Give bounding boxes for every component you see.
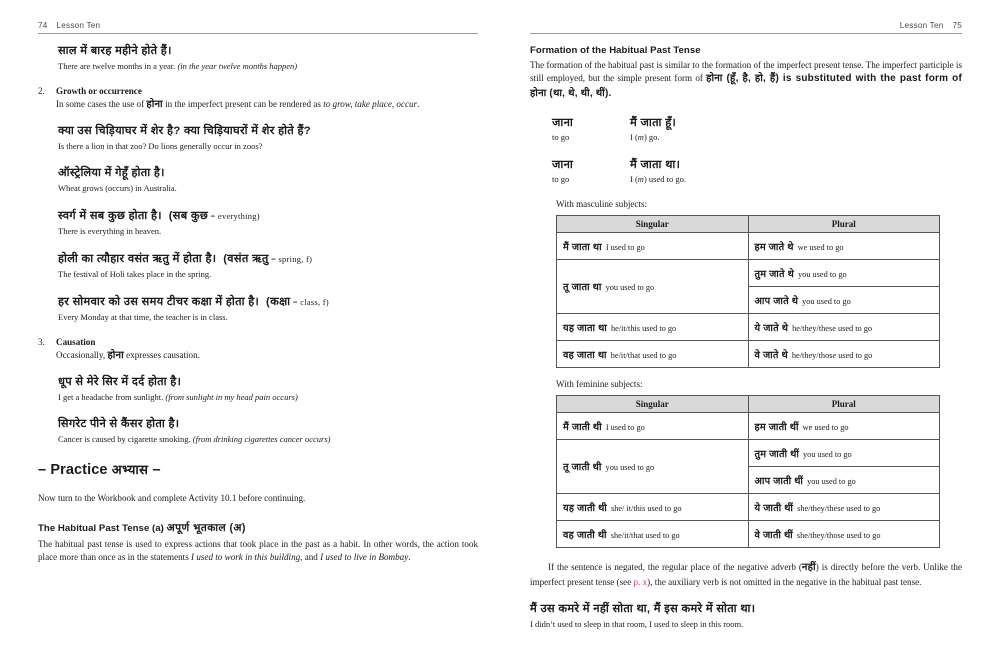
intro-before: Occasionally, bbox=[56, 349, 108, 360]
formation-paragraph bbox=[530, 59, 962, 102]
paradigm-verb-devanagari: जाना bbox=[552, 117, 574, 130]
example-block bbox=[58, 374, 478, 404]
example-devanagari: धूप से मेरे सिर में दर्द होता है। bbox=[58, 375, 182, 388]
cell-devanagari: तुम जाती थीं bbox=[754, 448, 800, 460]
formation-text-c: (था, थे, थी, थीं). bbox=[546, 88, 612, 100]
section-number: 2. bbox=[38, 85, 45, 96]
paradigm-form-devanagari: मैं जाता था। bbox=[630, 158, 681, 171]
cell-english: you used to go bbox=[605, 283, 655, 293]
cell-devanagari: वह जाती थी bbox=[563, 529, 607, 541]
negation-text-b: ) is directly before the verb. Unlike the imperfect present tense (see bbox=[530, 561, 962, 587]
cell-english: he/it/this used to go bbox=[610, 323, 677, 333]
cell-english: I used to go bbox=[605, 422, 645, 432]
cell-devanagari: आप जाती थीं bbox=[754, 475, 804, 487]
formation-text-a: The formation of the habitual past is similar to the formation of the imperfect present tense. The imperfect participle is still employed, but the simple present form of bbox=[530, 60, 962, 84]
paradigm-form-devanagari: मैं जाता हूँ। bbox=[630, 117, 677, 130]
example-block bbox=[58, 165, 478, 195]
example-devanagari bbox=[58, 208, 478, 225]
example-devanagari: मैं उस कमरे में नहीं सोता था, मैं इस कमरे में सोता था। bbox=[530, 602, 756, 615]
cell-plural bbox=[748, 259, 940, 286]
example-gloss: Every Monday at that time, the teacher is in class. bbox=[58, 311, 228, 322]
cell-singular bbox=[557, 493, 749, 520]
page-number-right: 75 bbox=[952, 21, 962, 30]
intro-end: . bbox=[417, 98, 420, 109]
example-devanagari: साल में बारह महीने होते हैं। bbox=[58, 45, 172, 57]
intro-devanagari: होना bbox=[107, 349, 124, 361]
example-block bbox=[58, 251, 478, 281]
cell-singular bbox=[557, 232, 749, 259]
cell-english: we used to go bbox=[802, 422, 849, 432]
practice-label: Practice bbox=[50, 462, 108, 479]
cell-english: you used to go bbox=[807, 476, 856, 486]
dash-open: – bbox=[38, 462, 47, 479]
paradigm-verb-gloss: to go bbox=[552, 173, 570, 184]
cell-english: you used to go bbox=[798, 269, 847, 279]
cell-plural bbox=[748, 340, 940, 367]
cell-singular bbox=[557, 259, 749, 313]
habitual-past-heading bbox=[38, 521, 478, 535]
formation-text-b: (हूँ, है, हो, हैं) is substituted with the past form of bbox=[722, 73, 962, 85]
para-italic-2: I used to live in Bombay bbox=[320, 552, 409, 563]
cell-plural bbox=[748, 493, 940, 520]
table-row bbox=[557, 412, 940, 439]
cell-english: you used to go bbox=[605, 463, 655, 473]
gloss-italic: (from drinking cigarettes cancer occurs) bbox=[192, 434, 331, 445]
cell-devanagari: तुम जाते थे bbox=[754, 268, 795, 280]
paradigm-verb-devanagari: जाना bbox=[552, 158, 574, 171]
cell-english: he/they/those used to go bbox=[791, 350, 873, 360]
para-italic-1: I used to work in this building bbox=[191, 552, 301, 563]
example-gloss bbox=[58, 61, 478, 73]
cell-english: she/it/that used to go bbox=[610, 530, 680, 540]
example-note-english: = spring, f) bbox=[268, 255, 313, 265]
cell-devanagari: वे जाती थीं bbox=[754, 529, 793, 541]
table-row bbox=[557, 313, 940, 340]
example-gloss: There is everything in heaven. bbox=[58, 226, 162, 237]
para-end: . bbox=[408, 552, 411, 563]
example-gloss: Wheat grows (occurs) in Australia. bbox=[58, 183, 177, 194]
section-intro bbox=[56, 98, 478, 113]
cell-english: you used to go bbox=[802, 296, 851, 306]
cell-devanagari: तू जाती थी bbox=[563, 462, 602, 474]
gloss-plain: Cancer is caused by cigarette smoking. bbox=[58, 434, 193, 445]
cell-singular bbox=[557, 439, 749, 493]
masculine-conjugation-table bbox=[556, 215, 940, 368]
example-gloss: I didn’t used to sleep in that room, I used to sleep in this room. bbox=[530, 618, 744, 629]
example-gloss bbox=[58, 392, 478, 404]
intro-before: In some cases the use of bbox=[56, 98, 147, 109]
formation-devanagari-1: होना bbox=[706, 73, 723, 85]
example-note-devanagari: (कक्षा bbox=[266, 295, 291, 308]
feminine-conjugation-table bbox=[556, 395, 940, 548]
page-number-left: 74 bbox=[38, 21, 48, 30]
example-block bbox=[58, 416, 478, 446]
section-intro bbox=[56, 349, 478, 364]
example-note-devanagari: (सब कुछ bbox=[168, 210, 209, 223]
page-cross-reference[interactable]: p. x bbox=[633, 576, 648, 587]
gloss-pre: I ( bbox=[630, 131, 638, 142]
running-head-left bbox=[38, 18, 478, 34]
cell-plural bbox=[748, 286, 940, 313]
gloss-italic: (from sunlight in my head pain occurs) bbox=[165, 391, 298, 402]
example-main: हर सोमवार को उस समय टीचर कक्षा में होता है। bbox=[58, 295, 260, 308]
heading-devanagari: अपूर्ण भूतकाल (अ) bbox=[166, 521, 246, 534]
table-row bbox=[557, 232, 940, 259]
cell-singular bbox=[557, 412, 749, 439]
example-block bbox=[58, 43, 478, 73]
cell-devanagari: तू जाता था bbox=[563, 282, 602, 294]
paradigm-form-gloss bbox=[630, 174, 962, 186]
paradigm-form-gloss bbox=[630, 132, 962, 144]
example-gloss: The festival of Holi takes place in the spring. bbox=[58, 269, 212, 280]
paradigm-row bbox=[552, 115, 962, 144]
cell-english: he/it/that used to go bbox=[610, 350, 677, 360]
cell-devanagari: मैं जाती थी bbox=[563, 421, 602, 433]
formation-heading: Formation of the Habitual Past Tense bbox=[530, 45, 701, 56]
cell-plural bbox=[748, 520, 940, 547]
column-header-singular: Singular bbox=[557, 395, 749, 412]
cell-devanagari: मैं जाता था bbox=[563, 241, 602, 253]
table-row bbox=[557, 340, 940, 367]
example-block bbox=[530, 601, 962, 631]
para-mid: , and bbox=[300, 552, 321, 563]
cell-english: she/they/those used to go bbox=[796, 530, 881, 540]
para-part-1: The habitual past tense is used to express actions that took place in the past as a habit. In other words, the action took place more than once as in the statements bbox=[38, 538, 478, 563]
example-gloss bbox=[58, 434, 478, 446]
intro-devanagari: होना bbox=[146, 98, 163, 110]
cell-devanagari: यह जाती थी bbox=[563, 502, 607, 514]
example-note-english: = everything) bbox=[208, 212, 260, 222]
running-head-title-left: Lesson Ten bbox=[56, 21, 101, 30]
heading-english: The Habitual Past Tense (a) bbox=[38, 522, 164, 534]
cell-plural bbox=[748, 412, 940, 439]
example-devanagari bbox=[58, 294, 478, 311]
example-block bbox=[58, 208, 478, 238]
cell-devanagari: यह जाता था bbox=[563, 322, 607, 334]
section-heading: Causation bbox=[56, 336, 96, 347]
practice-heading bbox=[38, 460, 478, 478]
gloss-post: ) go. bbox=[643, 131, 660, 142]
intro-after: expresses causation. bbox=[123, 349, 200, 360]
negation-text-a: If the sentence is negated, the regular place of the negative adverb ( bbox=[548, 561, 802, 572]
cell-plural bbox=[748, 439, 940, 466]
example-gloss: Is there a lion in that zoo? Do lions generally occur in zoos? bbox=[58, 140, 263, 151]
example-note-devanagari: (वसंत ऋतु bbox=[223, 253, 269, 266]
dash-close: – bbox=[152, 462, 161, 479]
gloss-gender: m bbox=[637, 131, 644, 142]
example-note-english: = class, f) bbox=[290, 297, 329, 307]
gloss-plain: There are twelve months in a year. bbox=[58, 60, 178, 71]
cell-singular bbox=[557, 340, 749, 367]
gloss-gender: m bbox=[637, 173, 644, 184]
gloss-plain: I get a headache from sunlight. bbox=[58, 391, 166, 402]
paradigm-row bbox=[552, 157, 962, 186]
cell-singular bbox=[557, 313, 749, 340]
cell-devanagari: हम जाती थीं bbox=[754, 421, 799, 433]
cell-english: we used to go bbox=[797, 242, 844, 252]
table-row bbox=[557, 493, 940, 520]
running-head-title-right: Lesson Ten bbox=[899, 21, 944, 30]
cell-devanagari: हम जाते थे bbox=[754, 241, 794, 253]
cell-devanagari: ये जाती थीं bbox=[754, 502, 794, 514]
table-header-row bbox=[557, 395, 940, 412]
cell-plural bbox=[748, 466, 940, 493]
example-devanagari: क्या उस चिड़ियाघर में शेर है? क्या चिड़ियाघरों में शेर होते हैं? bbox=[58, 124, 311, 137]
negation-paragraph bbox=[530, 561, 962, 589]
feminine-lead-in: With feminine subjects: bbox=[556, 378, 643, 389]
masculine-lead-in: With masculine subjects: bbox=[556, 198, 648, 209]
table-row bbox=[557, 520, 940, 547]
cell-english: she/ it/this used to go bbox=[610, 503, 682, 513]
example-block bbox=[58, 123, 478, 153]
cell-plural bbox=[748, 232, 940, 259]
intro-after: in the imperfect present can be rendered as bbox=[162, 98, 324, 109]
negation-text-c: ), the auxiliary verb is not omitted in the negative in the habitual past tense. bbox=[647, 576, 922, 587]
cell-singular bbox=[557, 520, 749, 547]
cell-devanagari: वह जाता था bbox=[563, 349, 607, 361]
right-page bbox=[500, 0, 1000, 667]
cell-english: you used to go bbox=[803, 449, 852, 459]
table-header-row bbox=[557, 215, 940, 232]
numbered-section-3 bbox=[38, 337, 478, 364]
formation-devanagari-2: होना bbox=[530, 88, 547, 100]
cell-english: she/they/these used to go bbox=[797, 503, 881, 513]
negation-devanagari: नहीं bbox=[801, 561, 816, 573]
intro-italic: to grow, take place, occur bbox=[323, 98, 418, 109]
example-devanagari bbox=[58, 251, 478, 268]
table-row bbox=[557, 439, 940, 466]
section-number: 3. bbox=[38, 336, 45, 347]
example-main: होली का त्यौहार वसंत ऋतु में होता है। bbox=[58, 253, 217, 266]
section-heading: Growth or occurrence bbox=[56, 85, 142, 96]
numbered-section-2 bbox=[38, 86, 478, 113]
practice-devanagari: अभ्यास bbox=[111, 462, 149, 478]
example-devanagari: सिगरेट पीने से कैंसर होता है। bbox=[58, 418, 180, 431]
column-header-plural: Plural bbox=[748, 215, 940, 232]
cell-english: I used to go bbox=[605, 242, 645, 252]
practice-instruction: Now turn to the Workbook and complete Activity 10.1 before continuing. bbox=[38, 493, 306, 504]
example-block bbox=[58, 294, 478, 324]
table-row bbox=[557, 259, 940, 286]
cell-devanagari: आप जाते थे bbox=[754, 295, 799, 307]
running-head-right bbox=[530, 18, 962, 34]
column-header-plural: Plural bbox=[748, 395, 940, 412]
cell-devanagari: वे जाते थे bbox=[754, 349, 788, 361]
example-devanagari: ऑस्ट्रेलिया में गेहूँ होता है। bbox=[58, 167, 165, 180]
paradigm-verb-gloss: to go bbox=[552, 131, 570, 142]
gloss-italic: (in the year twelve months happen) bbox=[177, 60, 298, 71]
cell-english: he/they/these used to go bbox=[792, 323, 873, 333]
column-header-singular: Singular bbox=[557, 215, 749, 232]
gloss-pre: I ( bbox=[630, 173, 638, 184]
example-main: स्वर्ग में सब कुछ होता है। bbox=[58, 210, 162, 223]
cell-plural bbox=[748, 313, 940, 340]
habitual-past-paragraph bbox=[38, 538, 478, 565]
cell-devanagari: ये जाते थे bbox=[754, 322, 789, 334]
gloss-post: ) used to go. bbox=[643, 173, 686, 184]
